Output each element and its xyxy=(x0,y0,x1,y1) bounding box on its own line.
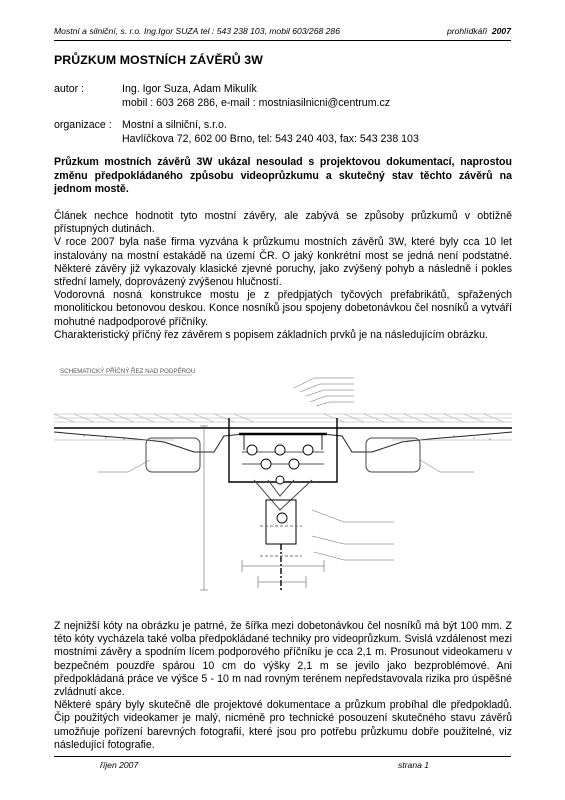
lead-paragraph: Průzkum mostních závěrů 3W ukázal nesoulad s projektovou dokumentací, naprostou změnu předpokládaného způsobu videoprůzkumu a skutečný stav těchto závěrů na jednom mostě. xyxy=(54,156,512,195)
body-text-top xyxy=(54,210,512,342)
header-year: 2007 xyxy=(491,26,511,36)
paragraph: Z nejnižší kóty na obrázku je patrné, že šířka mezi dobetonávkou čel nosníků má být 100 mm. Z této kóty vycházela také volba předpokládané techniky pro videoprůzkum. Svislá vzdálenost mezi mostními závěry a spodním lícem podporového příčníku je cca 2,1 m. Prosunout videokameru v bezpečném pouzdře spárou 10 cm do výšky 2,1 m se jevilo jako bezproblémové. Ani předpokládaná práce ve výšce 5 - 10 m nad rovným terénem nepředstavovala rizika pro úspěšné zvládnutí akce. xyxy=(54,620,512,699)
header-divider xyxy=(54,40,511,41)
paragraph: Některé spáry byly skutečně dle projektové dokumentace a průzkum probíhal dle předpokladů. Čip použitých videokamer je malý, nicméně pro technické posouzení skutečného stavu závěrů umožňuje pořízení barevných fotografií, které jsou pro potřebu průzkumu dobře použitelné, viz následující fotografie. xyxy=(54,699,512,751)
paragraph: Vodorovná nosná konstrukce mostu je z předpjatých tyčových prefabrikátů, spřažených monolitickou betonovou deskou. Konce nosníků jsou spojeny dobetonávkou čel nosníků a vytváří mohutné nadpodporové příčníky. xyxy=(54,289,512,328)
cross-section-drawing xyxy=(54,360,512,608)
paragraph: Charakteristický příčný řez závěrem s popisem základních prvků je na následujícím obrázku. xyxy=(54,328,488,341)
header-right-label: prohlídkáři xyxy=(446,26,488,36)
paragraph: Článek nechce hodnotit tyto mostní závěry, ale zabývá se způsoby průzkumů v obtížně přístupných dutinách. xyxy=(54,210,512,236)
figure-title: SCHEMATICKÝ PŘÍČNÝ ŘEZ NAD PODPĚROU xyxy=(60,368,196,375)
body-text-bottom xyxy=(54,620,512,752)
page-header xyxy=(54,26,511,36)
organization-name: Mostní a silniční, s.r.o. xyxy=(122,119,227,131)
header-right xyxy=(447,26,511,36)
footer-date: říjen 2007 xyxy=(100,760,139,770)
deck-hatching xyxy=(54,414,512,422)
footer-page-number: strana 1 xyxy=(398,760,430,770)
organization-label: organizace : xyxy=(54,119,112,131)
organization-address: Havlíčkova 72, 602 00 Brno, tel: 543 240 403, fax: 543 238 103 xyxy=(122,133,419,145)
author-block xyxy=(54,82,512,110)
document-title: PRŮZKUM MOSTNÍCH ZÁVĚRŮ 3W xyxy=(54,53,263,67)
callout-leaders xyxy=(98,378,474,560)
footer-divider xyxy=(54,756,511,757)
author-label: autor : xyxy=(54,83,85,95)
paragraph: V roce 2007 byla naše firma vyzvána k průzkumu mostních závěrů 3W, které byly cca 10 let instalovány na mostní estakádě na území ČR. O jaký konkrétní most se jedná není podstatné. Některé závěry již vykazovaly klasické zjevné poruchy, jako zvýšený pohyb a následně i pokles střední lamely, doprovázený zvýšenou hlučností. xyxy=(54,236,512,289)
organization-block xyxy=(54,118,512,146)
header-left: Mostní a silniční, s. r.o. Ing.Igor SUZA tel : 543 238 103, mobil 603/268 286 xyxy=(54,26,340,36)
author-names: Ing. Igor Suza, Adam Mikulík xyxy=(122,83,257,95)
author-contact: mobil : 603 268 286, e-mail : mostniasilnicni@centrum.cz xyxy=(122,97,391,109)
